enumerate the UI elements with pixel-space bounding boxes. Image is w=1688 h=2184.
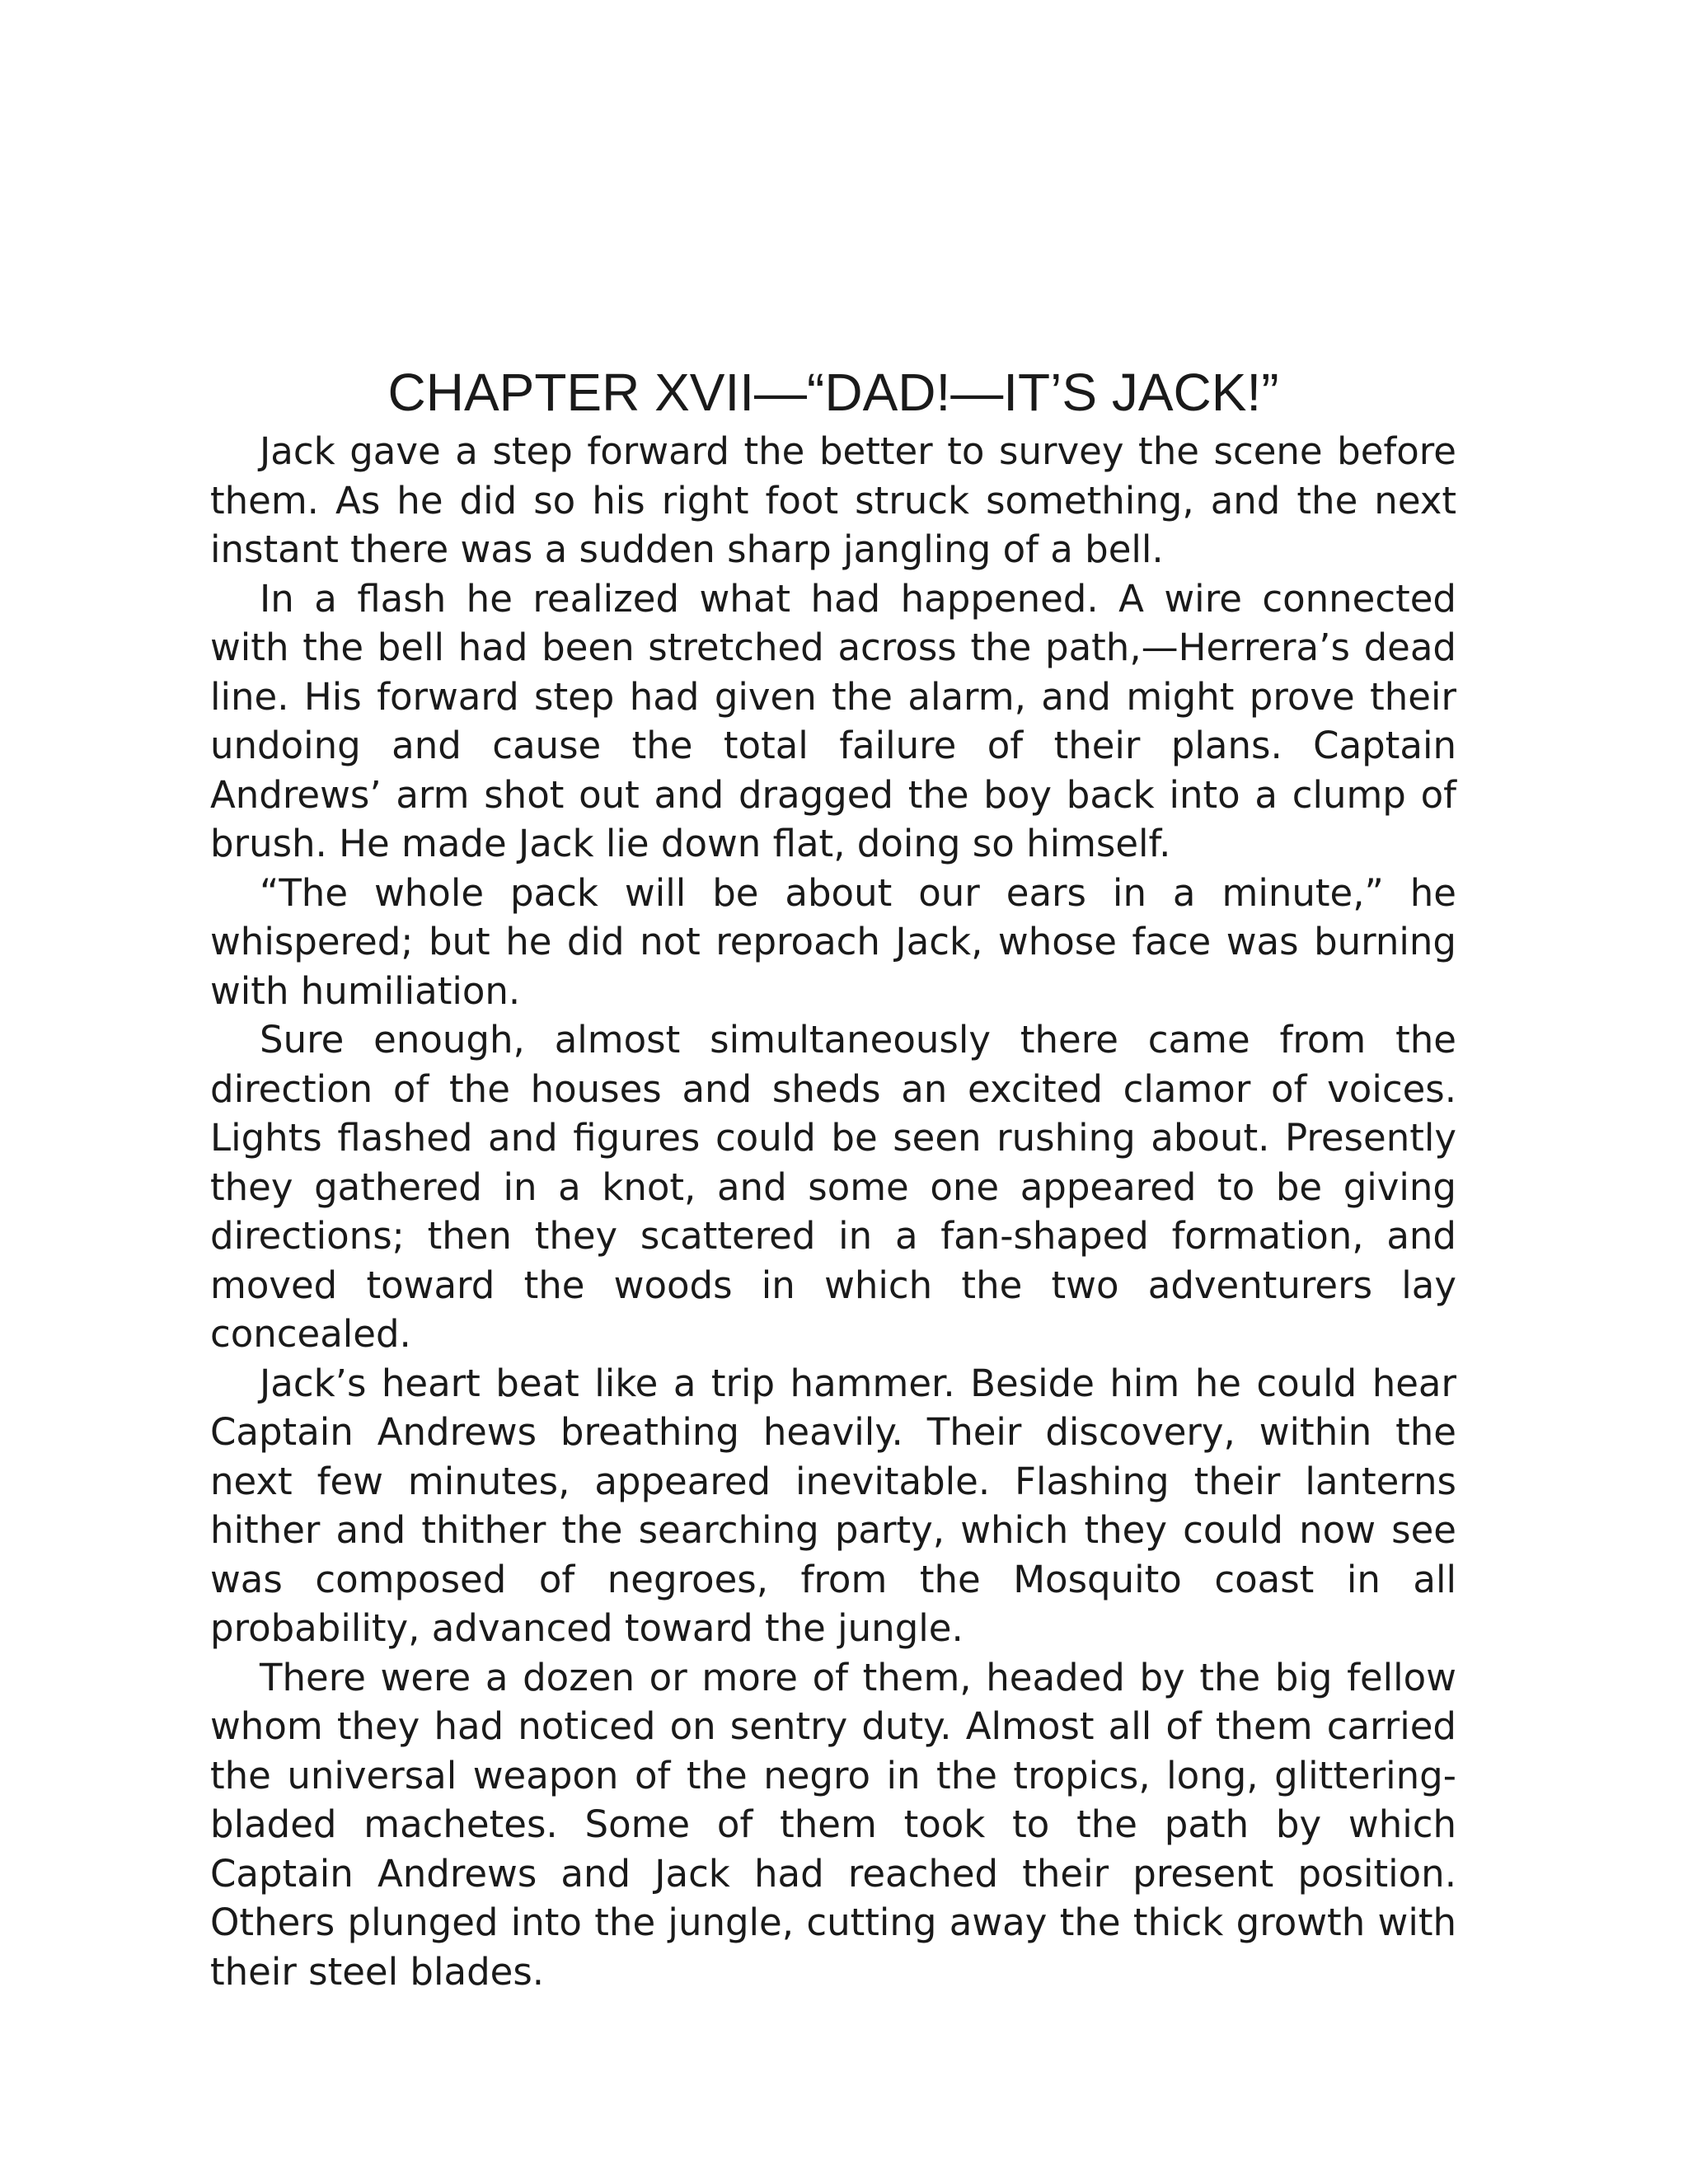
paragraph: Jack’s heart beat like a trip hammer. Beside him he could hear Captain Andrews breathing heavily. Their discovery, within the next few minutes, appeared inevitable. Flashing their lanterns hither and thither the searching party, which they could now see was composed of negroes, from the Mosquito coast in all probability, advanced toward the jungle. [210, 1361, 1456, 1650]
paragraph: Jack gave a step forward the better to survey the scene before them. As he did so his right foot struck something, and the next instant there was a sudden sharp jangling of a bell. [210, 429, 1456, 571]
paragraph: In a flash he realized what had happened. A wire connected with the bell had been stretched across the path,—Herrera’s dead line. His forward step had given the alarm, and might prove their undoing and cause the total failure of their plans. Captain Andrews’ arm shot out and dragged the boy back into a clump of brush. He made Jack lie down flat, doing so himself. [210, 576, 1456, 865]
chapter-title: CHAPTER XVII—“DAD!—IT’S JACK!” [387, 363, 1279, 422]
paragraph: There were a dozen or more of them, headed by the big fellow whom they had noticed on sentry duty. Almost all of them carried the universal weapon of the negro in the tropics, long, glittering-bladed machetes. Some of them took to the path by which Captain Andrews and Jack had reached their present position. Others plunged into the jungle, cutting away the thick growth with their steel blades. [210, 1655, 1456, 1994]
book-page [210, 359, 1456, 1996]
paragraph: “The whole pack will be about our ears in a minute,” he whispered; but he did not reproach Jack, whose face was burning with humiliation. [210, 870, 1456, 1013]
paragraph: Sure enough, almost simultaneously there came from the direction of the houses and sheds an excited clamor of voices. Lights flashed and figures could be seen rushing about. Presently they gathered in a knot, and some one appeared to be giving directions; then they scattered in a fan-shaped formation, and moved toward the woods in which the two adventurers lay concealed. [210, 1018, 1456, 1356]
